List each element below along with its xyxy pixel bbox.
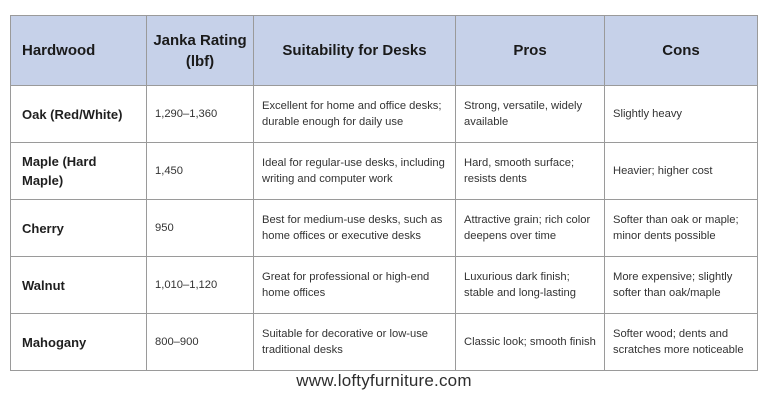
cell-pros: Strong, versatile, widely available xyxy=(456,86,605,143)
header-hardwood: Hardwood xyxy=(11,16,147,86)
cell-janka-rating: 1,290–1,360 xyxy=(147,86,254,143)
cell-janka-rating: 1,010–1,120 xyxy=(147,257,254,314)
cell-cons: Heavier; higher cost xyxy=(605,143,758,200)
cell-janka-rating: 950 xyxy=(147,200,254,257)
header-pros: Pros xyxy=(456,16,605,86)
header-cons: Cons xyxy=(605,16,758,86)
cell-cons: Softer than oak or maple; minor dents possible xyxy=(605,200,758,257)
cell-suitability: Great for professional or high-end home offices xyxy=(254,257,456,314)
header-janka-rating: Janka Rating (lbf) xyxy=(147,16,254,86)
cell-suitability: Ideal for regular-use desks, including writing and computer work xyxy=(254,143,456,200)
cell-cons: Slightly heavy xyxy=(605,86,758,143)
cell-suitability: Excellent for home and office desks; durable enough for daily use xyxy=(254,86,456,143)
header-suitability: Suitability for Desks xyxy=(254,16,456,86)
cell-cons: Softer wood; dents and scratches more noticeable xyxy=(605,314,758,371)
cell-janka-rating: 800–900 xyxy=(147,314,254,371)
table-row xyxy=(11,143,758,200)
website-url: www.loftyfurniture.com xyxy=(296,371,472,390)
cell-hardwood: Oak (Red/White) xyxy=(11,86,147,143)
cell-hardwood: Walnut xyxy=(11,257,147,314)
table-row xyxy=(11,314,758,371)
cell-janka-rating: 1,450 xyxy=(147,143,254,200)
cell-hardwood: Cherry xyxy=(11,200,147,257)
table-row xyxy=(11,86,758,143)
table-row xyxy=(11,257,758,314)
header-row xyxy=(11,16,758,86)
cell-suitability: Best for medium-use desks, such as home offices or executive desks xyxy=(254,200,456,257)
cell-pros: Hard, smooth surface; resists dents xyxy=(456,143,605,200)
cell-pros: Luxurious dark finish; stable and long-lasting xyxy=(456,257,605,314)
cell-cons: More expensive; slightly softer than oak/maple xyxy=(605,257,758,314)
hardwood-comparison-table xyxy=(10,15,758,371)
cell-pros: Classic look; smooth finish xyxy=(456,314,605,371)
table-row xyxy=(11,200,758,257)
cell-suitability: Suitable for decorative or low-use traditional desks xyxy=(254,314,456,371)
cell-pros: Attractive grain; rich color deepens over time xyxy=(456,200,605,257)
cell-hardwood: Mahogany xyxy=(11,314,147,371)
cell-hardwood: Maple (Hard Maple) xyxy=(11,143,147,200)
